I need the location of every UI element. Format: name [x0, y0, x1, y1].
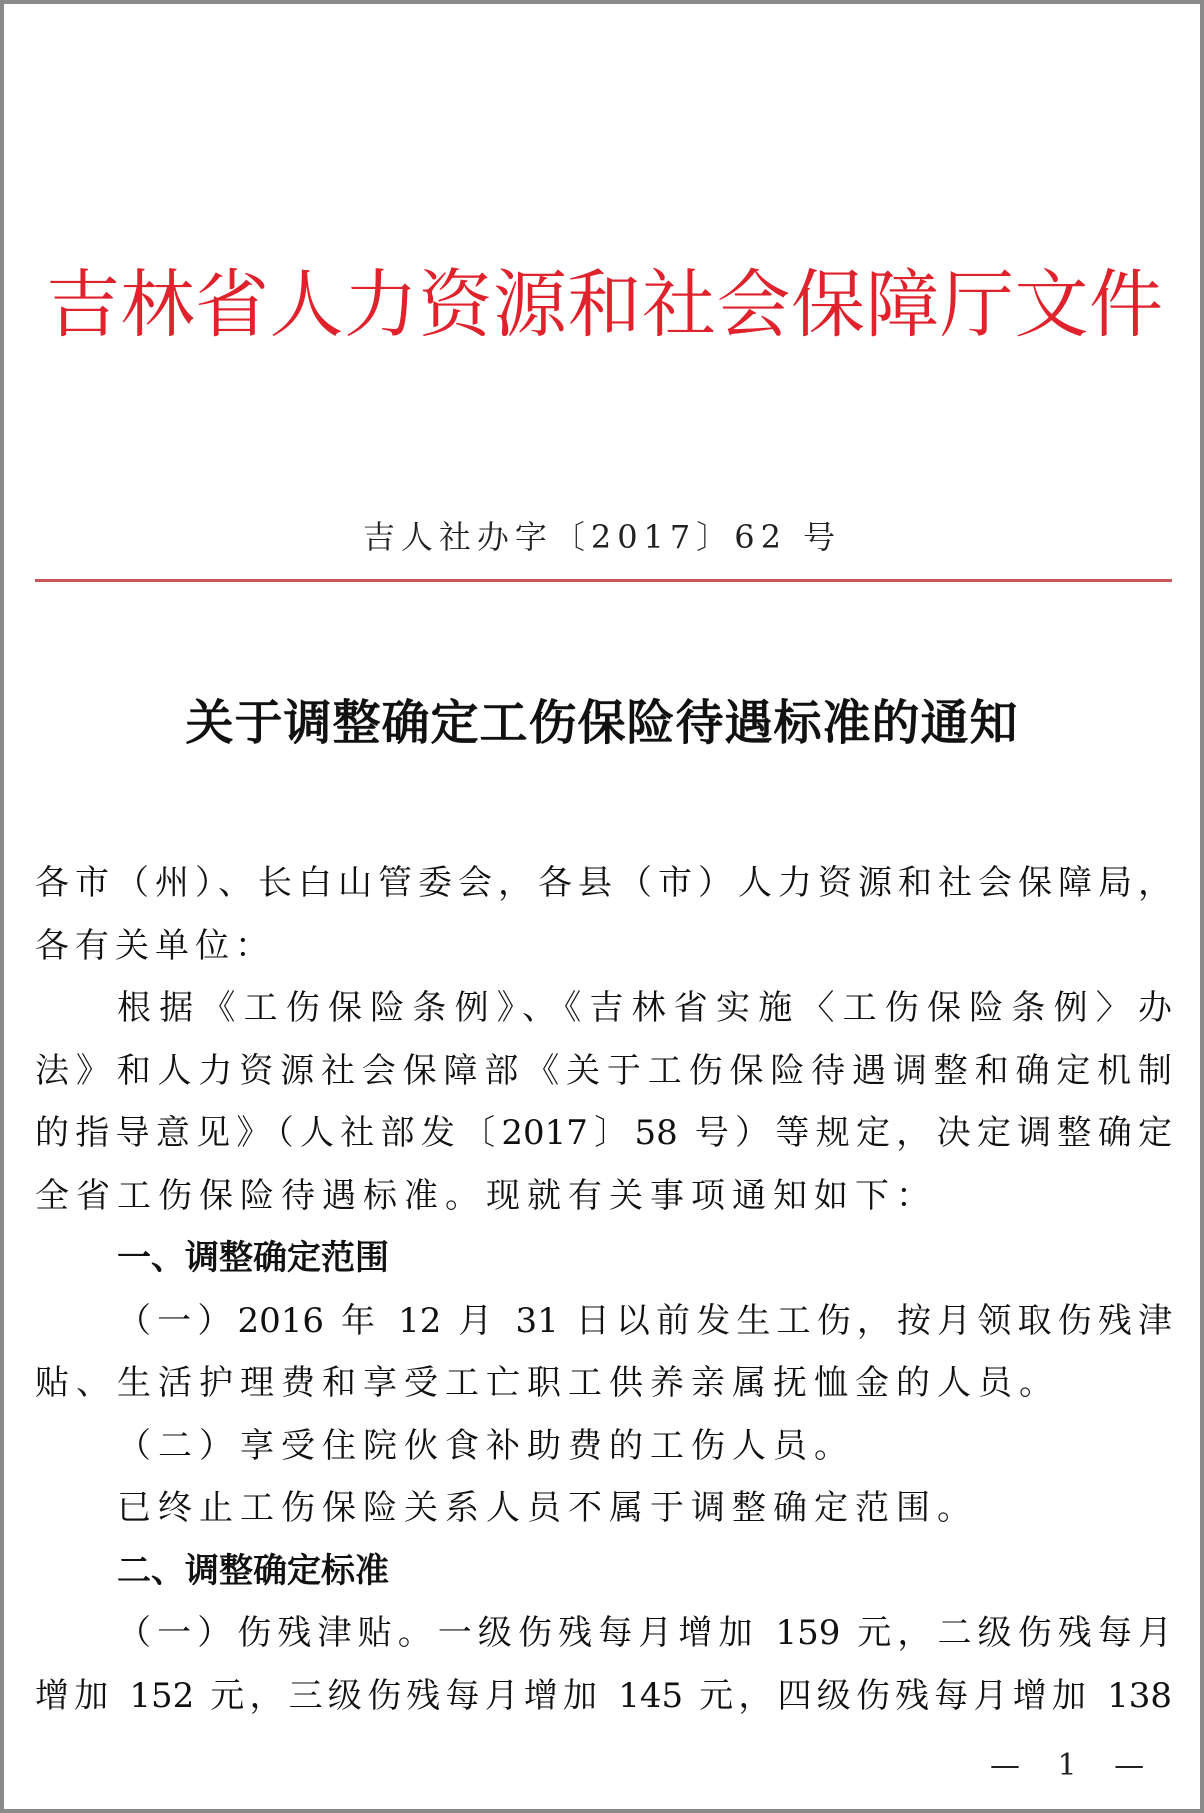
body-line: 各市（州）、长白山管委会，各县（市）人力资源和社会保障局，: [35, 863, 1172, 903]
body-line: 的指导意见》（人社部发〔2017〕58 号）等规定，决定调整确定: [35, 1113, 1172, 1153]
page-number: — 1 —: [990, 1748, 1159, 1783]
body-line: （二）享受住院伙食补助费的工伤人员。: [117, 1425, 855, 1466]
body-line: 增加 152 元，三级伤残每月增加 145 元，四级伤残每月增加 138: [35, 1675, 1172, 1716]
red-divider: [35, 579, 1172, 582]
body-line: 贴、生活护理费和享受工亡职工供养亲属抚恤金的人员。: [35, 1363, 1060, 1403]
document-title: 关于调整确定工伤保险待遇标准的通知: [185, 695, 1019, 751]
body-line: 法》和人力资源社会保障部《关于工伤保险待遇调整和确定机制: [35, 1050, 1172, 1091]
body-line: （一）2016 年 12 月 31 日以前发生工伤，按月领取伤残津: [117, 1300, 1172, 1341]
section-heading: 一、调整确定范围: [117, 1238, 389, 1278]
body-line: 根据《工伤保险条例》、《吉林省实施〈工伤保险条例〉办: [117, 988, 1172, 1028]
body-line: 全省工伤保险待遇标准。现就有关事项通知如下：: [35, 1175, 937, 1216]
masthead-text: 吉林省人力资源和社会保障厅文件: [46, 262, 1163, 348]
masthead: [46, 225, 1163, 385]
document-number: 吉人社办字〔2017〕62 号: [362, 518, 842, 556]
body-line: 已终止工伤保险关系人员不属于调整确定范围。: [117, 1488, 978, 1528]
section-heading: 二、调整确定标准: [117, 1550, 389, 1591]
body-line: 各有关单位：: [35, 925, 275, 966]
body-line: （一）伤残津贴。一级伤残每月增加 159 元，二级伤残每月: [117, 1613, 1172, 1653]
document-body: [35, 852, 1172, 1727]
